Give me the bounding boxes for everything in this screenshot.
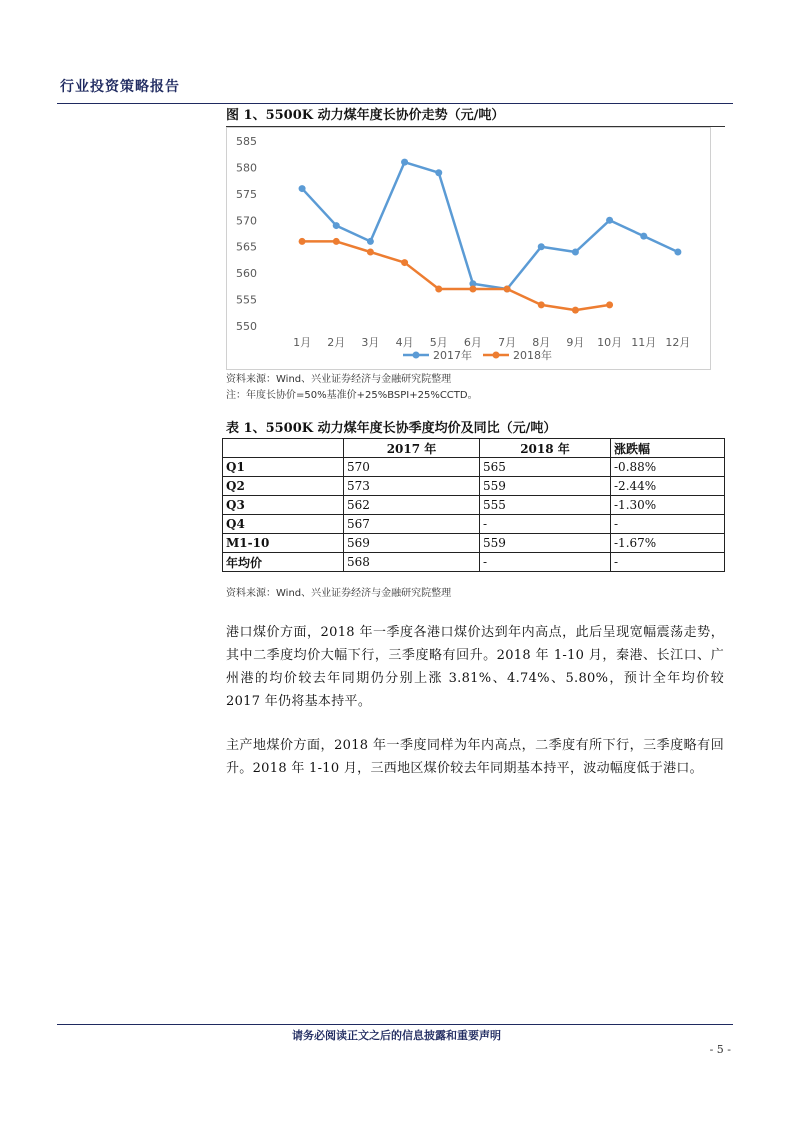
y-tick-label: 580 bbox=[236, 161, 257, 175]
x-tick-label: 10月 bbox=[597, 336, 623, 349]
table-cell: - bbox=[480, 515, 611, 534]
header-divider bbox=[57, 103, 733, 104]
data-point bbox=[538, 243, 545, 250]
table-cell: 567 bbox=[344, 515, 480, 534]
y-tick-label: 570 bbox=[236, 214, 257, 228]
table-cell: 年均价 bbox=[223, 553, 344, 572]
data-point bbox=[333, 222, 340, 229]
data-point bbox=[469, 286, 476, 293]
table-cell: M1-10 bbox=[223, 534, 344, 553]
data-point bbox=[640, 233, 647, 240]
data-point bbox=[435, 169, 442, 176]
chart-canvas bbox=[227, 128, 710, 369]
y-tick-label: 560 bbox=[236, 267, 257, 281]
report-header-title: 行业投资策略报告 bbox=[60, 79, 180, 95]
data-point bbox=[333, 238, 340, 245]
x-tick-label: 8月 bbox=[532, 336, 551, 349]
table-header-cell: 2018 年 bbox=[480, 439, 611, 458]
figure-source: 资料来源：Wind、兴业证券经济与金融研究院整理 bbox=[226, 374, 452, 385]
table-row bbox=[223, 496, 725, 515]
table-row bbox=[223, 534, 725, 553]
table-cell: -1.67% bbox=[611, 534, 725, 553]
series-line bbox=[302, 241, 610, 310]
table-row bbox=[223, 458, 725, 477]
page-number: - 5 - bbox=[709, 1043, 731, 1056]
legend-label: 2017年 bbox=[433, 349, 472, 362]
data-point bbox=[606, 217, 613, 224]
data-point bbox=[504, 286, 511, 293]
x-tick-label: 2月 bbox=[327, 336, 346, 349]
x-tick-label: 11月 bbox=[631, 336, 657, 349]
y-tick-label: 585 bbox=[236, 135, 257, 148]
table-cell: 565 bbox=[480, 458, 611, 477]
x-tick-label: 12月 bbox=[665, 336, 691, 349]
data-table bbox=[222, 438, 725, 572]
table-header-cell: 涨跌幅 bbox=[611, 439, 725, 458]
x-tick-label: 3月 bbox=[361, 336, 380, 349]
table-header-cell bbox=[223, 439, 344, 458]
table-cell: Q3 bbox=[223, 496, 344, 515]
data-point bbox=[606, 301, 613, 308]
data-point bbox=[674, 249, 681, 256]
data-point bbox=[299, 238, 306, 245]
x-tick-label: 1月 bbox=[293, 336, 312, 349]
table-cell: -0.88% bbox=[611, 458, 725, 477]
data-point bbox=[401, 159, 408, 166]
line-chart bbox=[226, 127, 711, 370]
x-tick-label: 6月 bbox=[463, 336, 482, 349]
table-cell: Q1 bbox=[223, 458, 344, 477]
paragraph-port-prices: 港口煤价方面，2018 年一季度各港口煤价达到年内高点，此后呈现宽幅震荡走势，其中二季度均价大幅下行，三季度略有回升。2018 年 1-10 月，秦港、长江口、广州港的均价较去年同期仍分别上涨 3.81%、4.74%、5.80%，预计全年均价较 2017 年仍将基本持平。 bbox=[226, 625, 724, 709]
x-tick-label: 5月 bbox=[429, 336, 448, 349]
paragraph-origin-prices: 主产地煤价方面，2018 年一季度同样为年内高点，二季度有所下行，三季度略有回升。2018 年 1-10 月，三西地区煤价较去年同期基本持平，波动幅度低于港口。 bbox=[226, 738, 724, 776]
table-header-cell: 2017 年 bbox=[344, 439, 480, 458]
table-cell: 555 bbox=[480, 496, 611, 515]
table-header-row bbox=[223, 439, 725, 458]
table-cell: 573 bbox=[344, 477, 480, 496]
legend-swatch-marker bbox=[413, 352, 420, 359]
table-cell: - bbox=[611, 515, 725, 534]
table-cell: 569 bbox=[344, 534, 480, 553]
table-cell: 559 bbox=[480, 534, 611, 553]
y-tick-label: 565 bbox=[236, 240, 257, 254]
legend-label: 2018年 bbox=[513, 349, 552, 362]
data-point bbox=[299, 185, 306, 192]
table-cell: 562 bbox=[344, 496, 480, 515]
data-point bbox=[572, 249, 579, 256]
table-row bbox=[223, 515, 725, 534]
series-line bbox=[302, 162, 678, 289]
table-source: 资料来源：Wind、兴业证券经济与金融研究院整理 bbox=[226, 588, 452, 599]
data-point bbox=[435, 286, 442, 293]
data-point bbox=[401, 259, 408, 266]
x-tick-label: 7月 bbox=[498, 336, 517, 349]
table-cell: - bbox=[611, 553, 725, 572]
table-cell: 559 bbox=[480, 477, 611, 496]
data-point bbox=[367, 238, 374, 245]
table-cell: 568 bbox=[344, 553, 480, 572]
footer-disclaimer: 请务必阅读正文之后的信息披露和重要声明 bbox=[292, 1029, 501, 1042]
table-title: 表 1、5500K 动力煤年度长协季度均价及同比（元/吨） bbox=[226, 421, 557, 436]
data-point bbox=[367, 249, 374, 256]
table-cell: Q2 bbox=[223, 477, 344, 496]
table-cell: Q4 bbox=[223, 515, 344, 534]
figure-title: 图 1、5500K 动力煤年度长协价走势（元/吨） bbox=[226, 105, 725, 127]
table-row bbox=[223, 477, 725, 496]
y-tick-label: 555 bbox=[236, 293, 257, 307]
footer-divider bbox=[57, 1024, 733, 1025]
table-cell: -2.44% bbox=[611, 477, 725, 496]
y-tick-label: 575 bbox=[236, 187, 257, 201]
legend-swatch-marker bbox=[493, 352, 500, 359]
table-row bbox=[223, 553, 725, 572]
x-tick-label: 9月 bbox=[566, 336, 585, 349]
table-cell: - bbox=[480, 553, 611, 572]
figure-note: 注：年度长协价=50%基准价+25%BSPI+25%CCTD。 bbox=[226, 390, 478, 401]
table-cell: -1.30% bbox=[611, 496, 725, 515]
table-cell: 570 bbox=[344, 458, 480, 477]
data-point bbox=[538, 301, 545, 308]
x-tick-label: 4月 bbox=[395, 336, 414, 349]
data-point bbox=[572, 307, 579, 314]
y-tick-label: 550 bbox=[236, 320, 257, 333]
